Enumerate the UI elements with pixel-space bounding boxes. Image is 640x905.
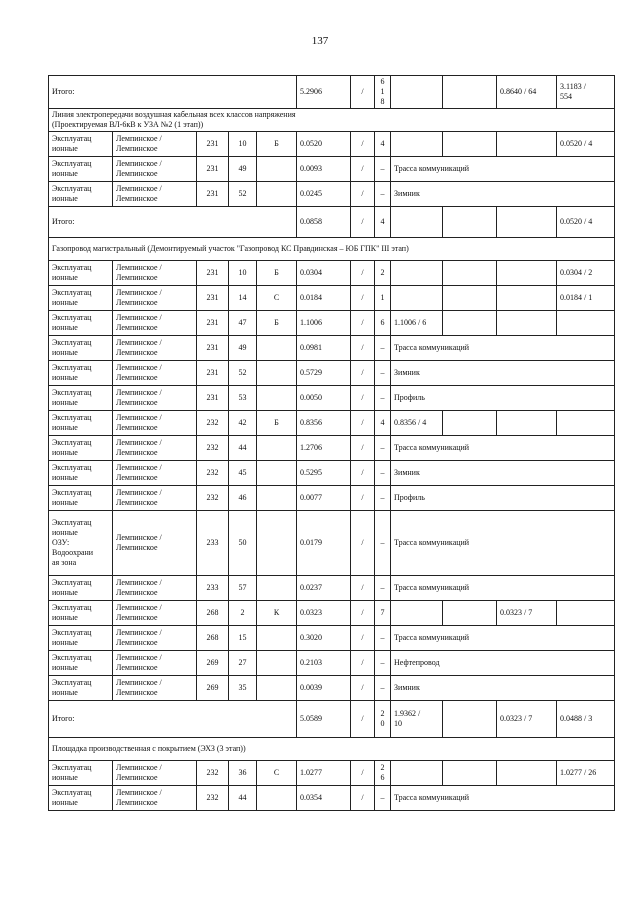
count-cell: 4 [375,207,391,238]
quarter-cell: 232 [197,761,229,786]
category-cell: Эксплуатац ионные [49,486,113,511]
area-cell: 0.8356 [297,411,351,436]
quarter-cell: 233 [197,576,229,601]
slash-cell: / [351,761,375,786]
area-cell: 1.1006 [297,311,351,336]
allotment-cell: 45 [229,461,257,486]
class-cell [257,336,297,361]
quarter-cell: 232 [197,461,229,486]
value-cell [443,411,497,436]
quarter-cell: 232 [197,411,229,436]
value-cell [391,286,443,311]
allotment-cell: 10 [229,261,257,286]
allotment-cell: 57 [229,576,257,601]
forestry-cell: Лемпинское / Лемпинское [113,761,197,786]
forestry-cell: Лемпинское / Лемпинское [113,286,197,311]
class-cell [257,157,297,182]
count-cell: 2 6 [375,761,391,786]
forestry-cell: Лемпинское / Лемпинское [113,182,197,207]
note-cell: Зимник [391,461,615,486]
table-row [49,311,615,336]
class-cell [257,626,297,651]
class-cell [257,361,297,386]
area-cell: 5.2906 [297,76,351,109]
slash-cell: / [351,157,375,182]
value-cell [497,286,557,311]
table-row [49,601,615,626]
value-cell [497,311,557,336]
quarter-cell: 231 [197,157,229,182]
allotment-cell: 52 [229,361,257,386]
quarter-cell: 269 [197,651,229,676]
category-cell: Эксплуатац ионные [49,157,113,182]
class-cell: С [257,286,297,311]
area-cell: 0.0981 [297,336,351,361]
quarter-cell: 232 [197,486,229,511]
land-plot-table [48,75,615,811]
count-cell: – [375,436,391,461]
count-cell: – [375,676,391,701]
count-cell: – [375,626,391,651]
slash-cell: / [351,261,375,286]
slash-cell: / [351,676,375,701]
section-header-row [49,238,615,261]
count-cell: 2 0 [375,701,391,738]
class-cell [257,786,297,811]
forestry-cell: Лемпинское / Лемпинское [113,336,197,361]
category-cell: Эксплуатац ионные [49,361,113,386]
category-cell: Эксплуатац ионные [49,761,113,786]
slash-cell: / [351,651,375,676]
note-cell: Трасса коммуникаций [391,336,615,361]
slash-cell: / [351,411,375,436]
area-cell: 0.5729 [297,361,351,386]
value-cell [443,132,497,157]
value-cell [557,601,615,626]
forestry-cell: Лемпинское / Лемпинское [113,411,197,436]
value-cell: 0.0304 / 2 [557,261,615,286]
count-cell: – [375,336,391,361]
count-cell: – [375,486,391,511]
category-cell: Эксплуатац ионные [49,651,113,676]
allotment-cell: 49 [229,157,257,182]
class-cell [257,436,297,461]
value-cell [391,261,443,286]
quarter-cell: 232 [197,786,229,811]
count-cell: – [375,386,391,411]
area-cell: 0.0520 [297,132,351,157]
class-cell [257,651,297,676]
area-cell: 0.2103 [297,651,351,676]
value-cell [443,76,497,109]
forestry-cell: Лемпинское / Лемпинское [113,786,197,811]
table-row [49,511,615,576]
category-cell: Эксплуатац ионные [49,411,113,436]
count-cell: – [375,361,391,386]
quarter-cell: 231 [197,182,229,207]
forestry-cell: Лемпинское / Лемпинское [113,132,197,157]
slash-cell: / [351,511,375,576]
value-cell [391,601,443,626]
category-cell: Эксплуатац ионные [49,261,113,286]
slash-cell: / [351,701,375,738]
value-cell: 3.1183 / 554 [557,76,615,109]
forestry-cell: Лемпинское / Лемпинское [113,676,197,701]
area-cell: 0.0237 [297,576,351,601]
note-cell: Трасса коммуникаций [391,786,615,811]
count-cell: – [375,157,391,182]
total-label: Итого: [49,207,297,238]
table-row [49,336,615,361]
class-cell: Б [257,261,297,286]
count-cell: – [375,511,391,576]
class-cell: Б [257,311,297,336]
value-cell: 0.0488 / 3 [557,701,615,738]
slash-cell: / [351,486,375,511]
slash-cell: / [351,386,375,411]
value-cell [443,311,497,336]
area-cell: 0.0050 [297,386,351,411]
table-row [49,761,615,786]
table-row [49,461,615,486]
area-cell: 0.0323 [297,601,351,626]
count-cell: 4 [375,411,391,436]
page-number: 137 [311,35,329,47]
allotment-cell: 42 [229,411,257,436]
count-cell: 2 [375,261,391,286]
table-row [49,411,615,436]
note-cell: Зимник [391,361,615,386]
category-cell: Эксплуатац ионные [49,311,113,336]
quarter-cell: 231 [197,311,229,336]
value-cell [497,261,557,286]
category-cell: Эксплуатац ионные [49,286,113,311]
value-cell: 1.0277 / 26 [557,761,615,786]
table-row [49,361,615,386]
value-cell [391,132,443,157]
category-cell: Эксплуатац ионные [49,132,113,157]
area-cell: 0.0184 [297,286,351,311]
allotment-cell: 2 [229,601,257,626]
forestry-cell: Лемпинское / Лемпинское [113,261,197,286]
total-row [49,207,615,238]
area-cell: 0.0245 [297,182,351,207]
area-cell: 0.0039 [297,676,351,701]
allotment-cell: 10 [229,132,257,157]
note-cell: Зимник [391,676,615,701]
section-title: Площадка производственная с покрытием (ЭХЗ (3 этап)) [49,738,615,761]
total-label: Итого: [49,701,297,738]
area-cell: 0.0304 [297,261,351,286]
count-cell: 4 [375,132,391,157]
class-cell [257,461,297,486]
area-cell: 0.5295 [297,461,351,486]
slash-cell: / [351,182,375,207]
count-cell: – [375,182,391,207]
note-cell: Трасса коммуникаций [391,576,615,601]
count-cell: – [375,786,391,811]
value-cell [497,761,557,786]
class-cell: Б [257,411,297,436]
area-cell: 5.0589 [297,701,351,738]
category-cell: Эксплуатац ионные [49,626,113,651]
section-title: Газопровод магистральный (Демонтируемый участок "Газопровод КС Правдинская – ЮБ ГПК" III этап) [49,238,615,261]
slash-cell: / [351,311,375,336]
table-row [49,676,615,701]
count-cell: – [375,461,391,486]
forestry-cell: Лемпинское / Лемпинское [113,157,197,182]
count-cell: 6 [375,311,391,336]
allotment-cell: 52 [229,182,257,207]
category-cell: Эксплуатац ионные [49,576,113,601]
allotment-cell: 53 [229,386,257,411]
forestry-cell: Лемпинское / Лемпинское [113,576,197,601]
category-cell: Эксплуатац ионные [49,601,113,626]
value-cell: 0.0323 / 7 [497,601,557,626]
slash-cell: / [351,601,375,626]
value-cell [391,207,443,238]
allotment-cell: 50 [229,511,257,576]
table-row [49,157,615,182]
class-cell [257,676,297,701]
category-cell: Эксплуатац ионные [49,386,113,411]
section-header-row [49,109,615,132]
class-cell [257,386,297,411]
note-cell: Профиль [391,386,615,411]
quarter-cell: 231 [197,386,229,411]
count-cell: 1 [375,286,391,311]
class-cell [257,576,297,601]
table-row [49,786,615,811]
slash-cell: / [351,286,375,311]
area-cell: 0.0858 [297,207,351,238]
value-cell [391,761,443,786]
allotment-cell: 49 [229,336,257,361]
allotment-cell: 44 [229,436,257,461]
allotment-cell: 15 [229,626,257,651]
area-cell: 1.0277 [297,761,351,786]
class-cell: Б [257,132,297,157]
note-cell: Трасса коммуникаций [391,436,615,461]
category-cell: Эксплуатац ионные [49,786,113,811]
value-cell: 0.0184 / 1 [557,286,615,311]
slash-cell: / [351,132,375,157]
category-cell: Эксплуатац ионные ОЗУ: Водоохрани ая зона [49,511,113,576]
class-cell [257,511,297,576]
note-cell: Профиль [391,486,615,511]
category-cell: Эксплуатац ионные [49,182,113,207]
value-cell [443,286,497,311]
total-label: Итого: [49,76,297,109]
area-cell: 0.3020 [297,626,351,651]
area-cell: 1.2706 [297,436,351,461]
note-cell: Нефтепровод [391,651,615,676]
value-cell: 0.8640 / 64 [497,76,557,109]
forestry-cell: Лемпинское / Лемпинское [113,361,197,386]
count-cell: – [375,576,391,601]
value-cell [443,701,497,738]
slash-cell: / [351,786,375,811]
forestry-cell: Лемпинское / Лемпинское [113,311,197,336]
table-row [49,386,615,411]
count-cell: 6 1 8 [375,76,391,109]
allotment-cell: 47 [229,311,257,336]
slash-cell: / [351,76,375,109]
allotment-cell: 27 [229,651,257,676]
forestry-cell: Лемпинское / Лемпинское [113,511,197,576]
value-cell [443,207,497,238]
value-cell [497,207,557,238]
allotment-cell: 44 [229,786,257,811]
value-cell [443,601,497,626]
allotment-cell: 36 [229,761,257,786]
quarter-cell: 233 [197,511,229,576]
quarter-cell: 269 [197,676,229,701]
allotment-cell: 14 [229,286,257,311]
allotment-cell: 46 [229,486,257,511]
quarter-cell: 231 [197,361,229,386]
table-body [49,76,615,811]
table-row [49,626,615,651]
forestry-cell: Лемпинское / Лемпинское [113,436,197,461]
forestry-cell: Лемпинское / Лемпинское [113,601,197,626]
forestry-cell: Лемпинское / Лемпинское [113,486,197,511]
area-cell: 0.0179 [297,511,351,576]
quarter-cell: 232 [197,436,229,461]
value-cell: 1.1006 / 6 [391,311,443,336]
table-row [49,286,615,311]
table-row [49,261,615,286]
forestry-cell: Лемпинское / Лемпинское [113,386,197,411]
value-cell [391,76,443,109]
quarter-cell: 231 [197,336,229,361]
slash-cell: / [351,461,375,486]
table-row [49,132,615,157]
value-cell: 0.0520 / 4 [557,132,615,157]
table-row [49,182,615,207]
total-row [49,701,615,738]
note-cell: Трасса коммуникаций [391,626,615,651]
count-cell: 7 [375,601,391,626]
area-cell: 0.0354 [297,786,351,811]
note-cell: Трасса коммуникаций [391,157,615,182]
area-cell: 0.0093 [297,157,351,182]
value-cell: 0.0323 / 7 [497,701,557,738]
quarter-cell: 231 [197,286,229,311]
category-cell: Эксплуатац ионные [49,461,113,486]
area-cell: 0.0077 [297,486,351,511]
slash-cell: / [351,336,375,361]
value-cell [557,411,615,436]
table-row [49,486,615,511]
quarter-cell: 268 [197,626,229,651]
allotment-cell: 35 [229,676,257,701]
class-cell: К [257,601,297,626]
note-cell: Зимник [391,182,615,207]
value-cell [497,411,557,436]
value-cell [443,261,497,286]
class-cell [257,182,297,207]
category-cell: Эксплуатац ионные [49,336,113,361]
table-row [49,651,615,676]
section-header-row [49,738,615,761]
value-cell: 1.9362 / 10 [391,701,443,738]
slash-cell: / [351,576,375,601]
section-title: Линия электропередачи воздушная кабельная всех классов напряжения (Проектируемая ВЛ-6кВ к УЗА №2 (1 этап)) [49,109,615,132]
total-row [49,76,615,109]
slash-cell: / [351,626,375,651]
value-cell [557,311,615,336]
note-cell: Трасса коммуникаций [391,511,615,576]
table-row [49,436,615,461]
quarter-cell: 231 [197,132,229,157]
forestry-cell: Лемпинское / Лемпинское [113,626,197,651]
slash-cell: / [351,361,375,386]
value-cell [497,132,557,157]
class-cell [257,486,297,511]
count-cell: – [375,651,391,676]
value-cell [443,761,497,786]
class-cell: С [257,761,297,786]
value-cell: 0.0520 / 4 [557,207,615,238]
quarter-cell: 231 [197,261,229,286]
category-cell: Эксплуатац ионные [49,676,113,701]
table-row [49,576,615,601]
value-cell: 0.8356 / 4 [391,411,443,436]
forestry-cell: Лемпинское / Лемпинское [113,651,197,676]
slash-cell: / [351,207,375,238]
forestry-cell: Лемпинское / Лемпинское [113,461,197,486]
slash-cell: / [351,436,375,461]
category-cell: Эксплуатац ионные [49,436,113,461]
quarter-cell: 268 [197,601,229,626]
